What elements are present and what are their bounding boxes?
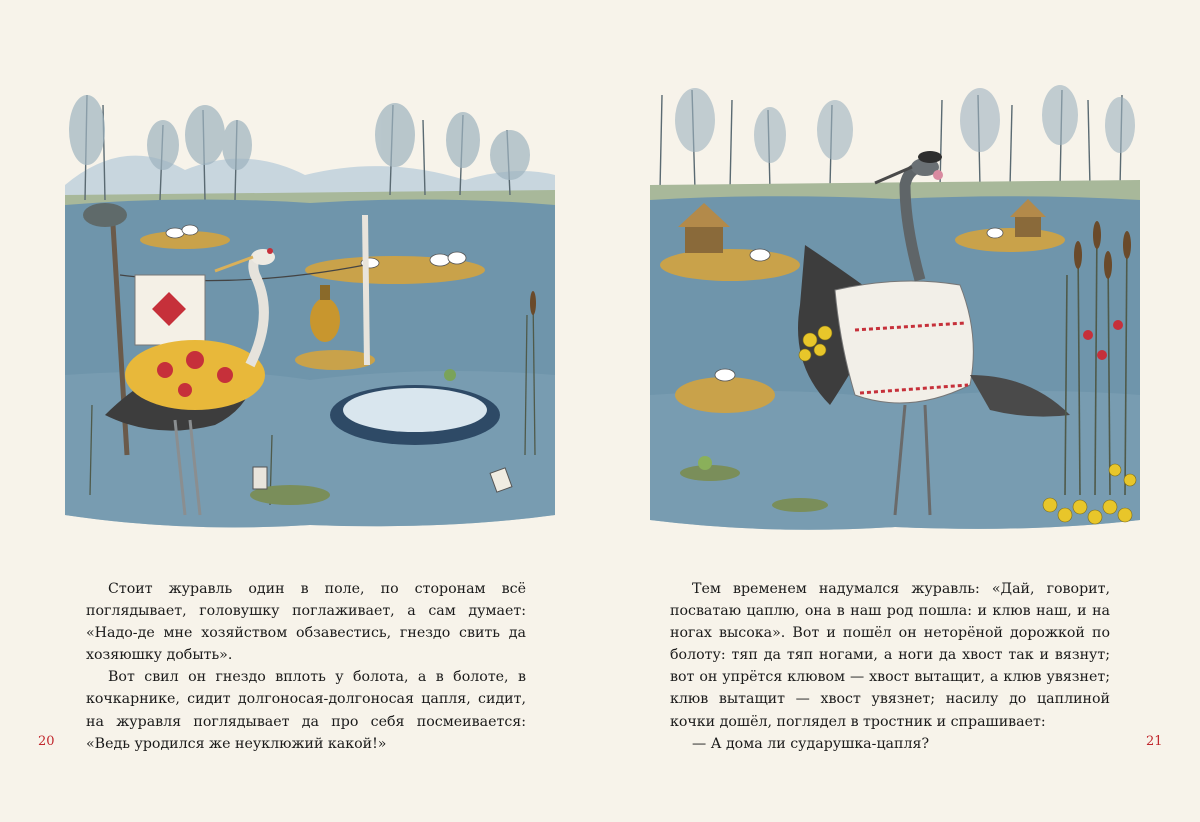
right-page-text	[670, 578, 1110, 755]
paragraph: Вот свил он гнездо вплоть у болота, а в болоте, в кочкарнике, сидит долгоносая-долгоносая цапля, сидит, на журавля поглядывает да про себя посмеивается: «Ведь уродился же неуклюжий какой!»	[86, 669, 526, 752]
paragraph: Стоит журавль один в поле, по сторонам всё поглядывает, головушку поглаживает, а сам думает: «Надо-де мне хозяйством обзавестись, гнездо свить да хозяюшку добыть».	[86, 581, 526, 664]
crane-suitor-illustration	[650, 75, 1140, 535]
swamp-illustration-right	[650, 75, 1140, 535]
left-page-text	[86, 578, 526, 755]
page-number: 20	[38, 734, 55, 749]
page-number: 21	[1146, 734, 1163, 749]
crane-scarecrow-illustration	[65, 75, 555, 535]
dialog-line: — А дома ли сударушка-цапля?	[692, 735, 930, 752]
swamp-illustration-left	[65, 75, 555, 535]
paragraph: Тем временем надумался журавль: «Дай, говорит, посватаю цаплю, она в наш род пошла: и клюв наш, и на ногах высока». Вот и пошёл он неторёной дорожкой по болоту: тяп да тяп ногами, а ноги да хвост так и вязнут; вот он упрётся клювом — хвост вытащит, а клюв увязнет; клюв вытащит — хвост увязнет; насилу до цаплиной кочки дошёл, поглядел в тростник и спрашивает:	[670, 581, 1110, 730]
right-page	[600, 0, 1200, 822]
